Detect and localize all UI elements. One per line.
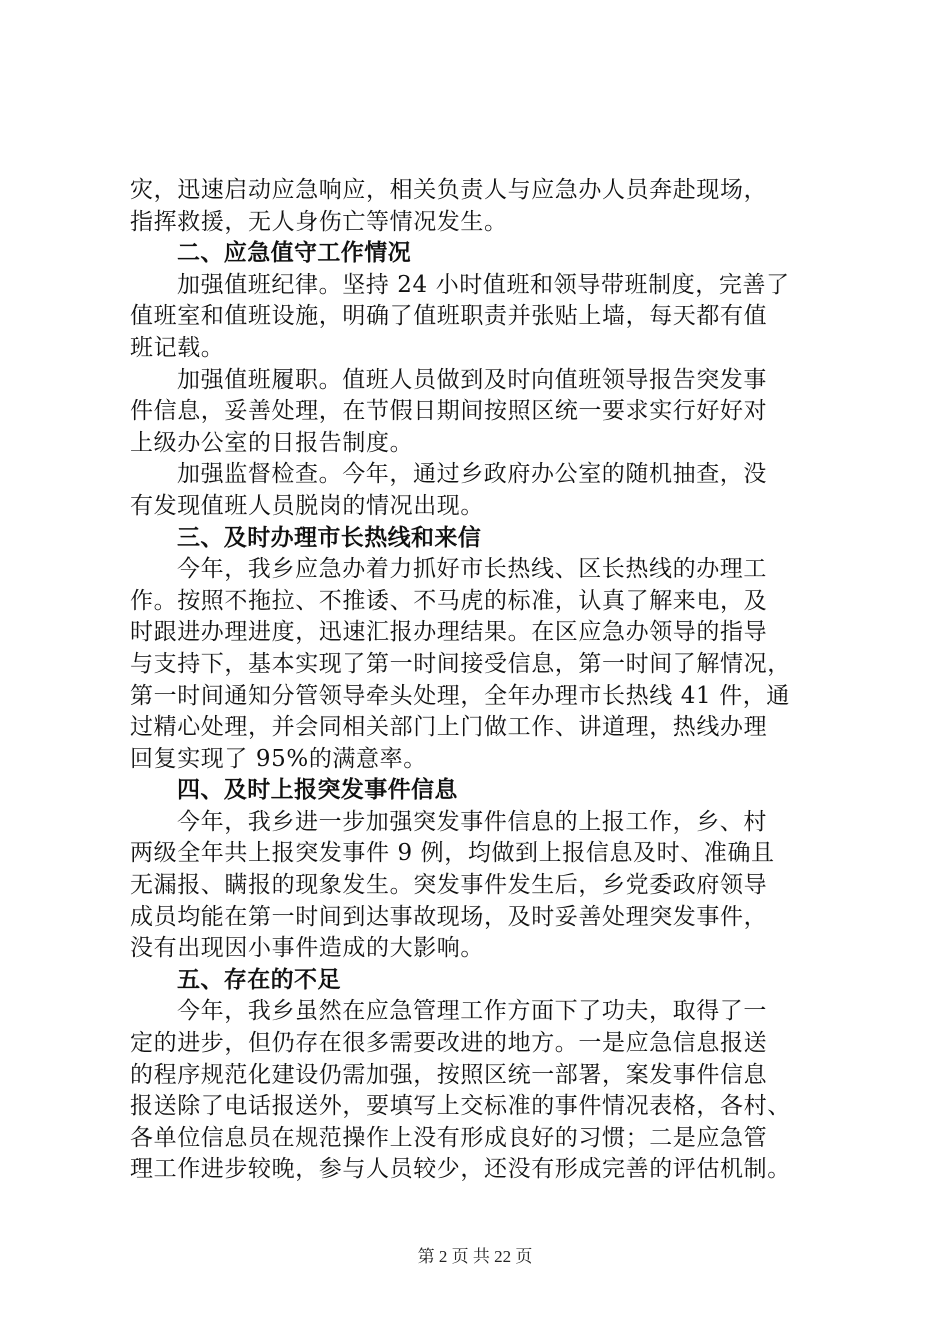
body-text-line: 今年，我乡虽然在应急管理工作方面下了功夫，取得了一 bbox=[177, 998, 767, 1025]
body-text-line: 加强值班履职。值班人员做到及时向值班领导报告突发事 bbox=[177, 366, 767, 393]
body-text-line: 第一时间通知分管领导牵头处理，全年办理市长热线 41 件，通 bbox=[130, 682, 790, 709]
section-heading: 三、及时办理市长热线和来信 bbox=[177, 524, 482, 551]
page-footer: 第 2 页 共 22 页 bbox=[417, 1247, 533, 1266]
body-text-line: 加强监督检查。今年，通过乡政府办公室的随机抽查，没 bbox=[177, 461, 767, 488]
body-text-line: 今年，我乡应急办着力抓好市长热线、区长热线的办理工 bbox=[177, 556, 767, 583]
body-text-line: 无漏报、瞒报的现象发生。突发事件发生后，乡党委政府领导 bbox=[130, 872, 768, 899]
document-body bbox=[130, 175, 845, 1186]
body-text-line: 件信息，妥善处理，在节假日期间按照区统一要求实行好好对 bbox=[130, 398, 768, 425]
body-text-line: 两级全年共上报突发事件 9 例，均做到上报信息及时、准确且 bbox=[130, 840, 775, 867]
body-text-line: 与支持下，基本实现了第一时间接受信息，第一时间了解情况， bbox=[130, 650, 791, 677]
body-text-line: 时跟进办理进度，迅速汇报办理结果。在区应急办领导的指导 bbox=[130, 619, 768, 646]
body-text-line: 班记载。 bbox=[130, 334, 225, 361]
section-heading: 二、应急值守工作情况 bbox=[177, 240, 411, 267]
body-text-line: 回复实现了 95%的满意率。 bbox=[130, 745, 427, 772]
body-text-line: 成员均能在第一时间到达事故现场，及时妥善处理突发事件， bbox=[130, 903, 768, 930]
body-text-line: 没有出现因小事件造成的大影响。 bbox=[130, 935, 484, 962]
body-text-line: 灾，迅速启动应急响应，相关负责人与应急办人员奔赴现场， bbox=[130, 177, 768, 203]
body-text-line: 理工作进步较晚，参与人员较少，还没有形成完善的评估机制。 bbox=[130, 1156, 791, 1183]
body-text-line: 作。按照不拖拉、不推诿、不马虎的标准，认真了解来电，及 bbox=[130, 587, 768, 614]
body-text-line: 的程序规范化建设仍需加强，按照区统一部署，案发事件信息 bbox=[130, 1061, 768, 1088]
section-heading: 四、及时上报突发事件信息 bbox=[177, 777, 458, 804]
body-text-line: 值班室和值班设施，明确了值班职责并张贴上墙，每天都有值 bbox=[130, 303, 768, 330]
body-text-line: 今年，我乡进一步加强突发事件信息的上报工作，乡、村 bbox=[177, 808, 767, 835]
body-text-line: 报送除了电话报送外，要填写上交标准的事件情况表格，各村、 bbox=[130, 1093, 791, 1120]
body-text-line: 指挥救援，无人身伤亡等情况发生。 bbox=[130, 208, 508, 235]
body-text-line: 加强值班纪律。坚持 24 小时值班和领导带班制度，完善了 bbox=[177, 271, 790, 298]
body-text-line: 上级办公室的日报告制度。 bbox=[130, 429, 414, 456]
body-text-line: 有发现值班人员脱岗的情况出现。 bbox=[130, 492, 484, 519]
body-text-line: 定的进步，但仍存在很多需要改进的地方。一是应急信息报送 bbox=[130, 1030, 768, 1057]
body-text-line: 各单位信息员在规范操作上没有形成良好的习惯；二是应急管 bbox=[130, 1124, 768, 1151]
section-heading: 五、存在的不足 bbox=[177, 966, 341, 993]
body-text-line: 过精心处理，并会同相关部门上门做工作、讲道理，热线办理 bbox=[130, 714, 768, 741]
